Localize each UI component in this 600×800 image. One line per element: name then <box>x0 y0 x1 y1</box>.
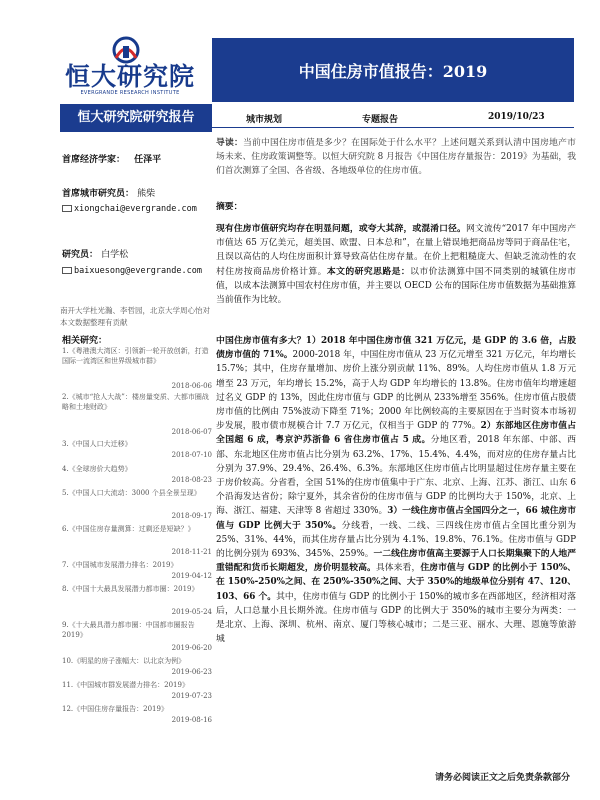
related-item[interactable]: 1.《粤港澳大湾区：引领新一轮开放创新，打造国际一流湾区和世界级城市群》 2018-06-06 <box>62 347 212 390</box>
related-item[interactable]: 7.《中国城市发展潜力排名：2019》 2019-04-12 <box>62 561 212 580</box>
researcher-email-text: baixuesong@evergrande.com <box>74 266 202 276</box>
lead-text: 当前中国住房市值是多少？在国际处于什么水平？上述问题关系到认清中国房地产市场未来、住房政策调整等。以恒大研究院 8 月报告《中国住房存量报告：2019》为基础，我们首次测算了全国、各省级、各地级单位的住房市值。 <box>216 138 576 177</box>
sidebar-title: 恒大研究院研究报告 <box>60 104 212 132</box>
related-item[interactable]: 9.《十大最具潜力都市圈：中国都市圈报告 2019》 2019-06-20 <box>62 621 212 652</box>
logo-subtitle: EVERGRANDE RESEARCH INSTITUTE <box>80 90 180 96</box>
paragraph-2: 中国住房市值有多大？1）2018 年中国住房市值 321 万亿元，是 GDP 的 3.6 倍，占股债房市值的 71%。2000-2018 年，中国住房市值从 23 万亿元增至 321 万亿元，年均增长 15.7%；其中，住房存量增加、房价上涨分别贡献 11%、89%。人均住房市值从 1.8 万元增至 23 万元，年均增长 15.2%，高于人均 GDP 年均增长的 13.8%。住房市值年均增速超过名义 GDP 的 13%，因此住房市值与 GDP 的比例从 233%增至 356%。住房市值占股债房市值的比例由 75%波动下降至 71%；2000 年比例较高的主要原因在于当时资本市场初步发展，股市债市规模合计 7.7 万亿元，仅相当于 GDP 的 77%。2）东部地区住房市值占全国超 6 成，粤京沪苏浙鲁 6 省住房市值占 5 成。分地区看，2018 年东部、中部、西部、东北地区住房市值占比分别为 63.2%、17%、15.4%、4.4%，而对应的住房存量占比分别为 37.9%、29.4%、26.4%、6.3%。东部地区住房市值占比明显超过住房存量主要在于房价较高。分省看，全国 51%的住房市值集中于广东、北京、上海、江苏、浙江、山东 6 个沿海发达省份；除宁夏外，其余省份的住房市值与 GDP 的比例均大于 150%，北京、上海、浙江、福建、天津等 8 省超过 330%。3）一线住房市值占全国四分之一，66 城住房市值与 GDP 比例大于 350%。分线看，一线、二线、三四线住房市值占全国比重分别为 25%、31%、44%，而其住房存量占比分别为 4.1%、19.8%、76.1%。住房市值与 GDP 的比例分别为 693%、345%、259%。一二线住房市值高主要源于人口长期集聚下的人地严重错配和货币长期超发，房价明显较高。具体来看，住房市值与 GDP 的比例小于 150%、在 150%-250%之间、在 250%-350%之间、大于 350%的地级单位分别有 47、120、103、66 个。其中，住房市值与 GDP 的比例小于 150%的城市多在西部地区，经济相对落后，人口总量小且长期外流。住房市值与 GDP 的比例大于 350%的城市主要分为两类：一是北京、上海、深圳、杭州、南京、厦门等核心城市；二是三亚、丽水、大理、恩施等旅游城 <box>216 336 576 645</box>
logo <box>0 0 212 96</box>
mail-icon <box>62 267 72 274</box>
chief-label: 首席经济学家： <box>62 155 126 165</box>
paragraph-1: 现有住房市值研究均存在明显问题，或夸大其辞，或混淆口径。网文流传“2017 年中国房产市值达 65 万亿美元，超美国、欧盟、日本总和”，在量上错误地把商品房等同于商品住宅，且误以高估的人均住房面积计算导致高估住房存量。在价上把粗糙庞大、但缺乏流动性的农村住房按商品房价格计算。本文的研究思路是：以市价法测算中国不同类别的城镇住房市值，以成本法测算中国农村住房市值，并主要以 OECD 公布的国际住房市值数据为基础推算当前值作为比较。 <box>216 224 576 306</box>
researcher <box>62 247 128 260</box>
researcher-label: 研究员： <box>62 250 99 260</box>
summary-label: 摘要： <box>216 202 243 212</box>
urban-researcher <box>62 186 155 199</box>
footer-disclaimer: 请务必阅读正文之后免责条款部分 <box>434 773 570 783</box>
chief-economist <box>62 152 161 165</box>
researcher-name: 白学松 <box>101 250 129 260</box>
meta-date: 2019/10/23 <box>488 112 545 122</box>
related-item[interactable]: 2.《城市“抢人大战”：楼房量变质、大都市圈战略和土地财政》 2018-06-07 <box>62 393 212 436</box>
urban-email-text: xiongchai@evergrande.com <box>74 204 197 214</box>
logo-text: 恒大研究院 <box>64 62 195 91</box>
related-item[interactable]: 5.《中国人口大流动：3000 个县全景呈现》 2018-09-17 <box>62 489 212 520</box>
related-item[interactable]: 10.《明星的房子涨幅大：以北京为例》 2019-06-23 <box>62 657 212 676</box>
related-item[interactable]: 4.《全球房价大趋势》 2018-08-23 <box>62 465 212 484</box>
urban-label: 首席城市研究员： <box>62 189 135 199</box>
title-bar <box>212 38 574 102</box>
related-item[interactable]: 11.《中国城市群发展潜力排名：2019》 2019-07-23 <box>62 681 212 700</box>
report-title: 中国住房市值报告：2019 <box>298 62 488 81</box>
meta-type: 专题报告 <box>362 115 399 125</box>
related-item[interactable]: 12.《中国住房存量报告：2019》 2019-08-16 <box>62 705 212 724</box>
lead-label: 导读： <box>216 138 244 148</box>
researcher-email[interactable] <box>62 265 210 278</box>
related-heading: 相关研究： <box>62 336 108 346</box>
lead-paragraph <box>216 136 576 179</box>
related-item[interactable]: 6.《中国住房存量测算：过剩还是短缺？》 2018-11-21 <box>62 525 212 556</box>
meta-row <box>212 108 574 128</box>
related-item[interactable]: 3.《中国人口大迁移》 2018-07-10 <box>62 440 212 459</box>
urban-email[interactable] <box>62 203 210 216</box>
urban-name: 熊柴 <box>137 189 156 199</box>
mail-icon <box>62 205 72 212</box>
chief-name: 任泽平 <box>134 155 162 165</box>
meta-category: 城市规划 <box>246 115 283 125</box>
contributors-note: 南开大学杜光瀚、李哲园，北京大学周心怡对本文数据整理有贡献 <box>60 306 210 327</box>
meta-divider <box>212 127 574 128</box>
related-item[interactable]: 8.《中国十大最具发展潜力都市圈：2019》 2019-05-24 <box>62 585 212 616</box>
